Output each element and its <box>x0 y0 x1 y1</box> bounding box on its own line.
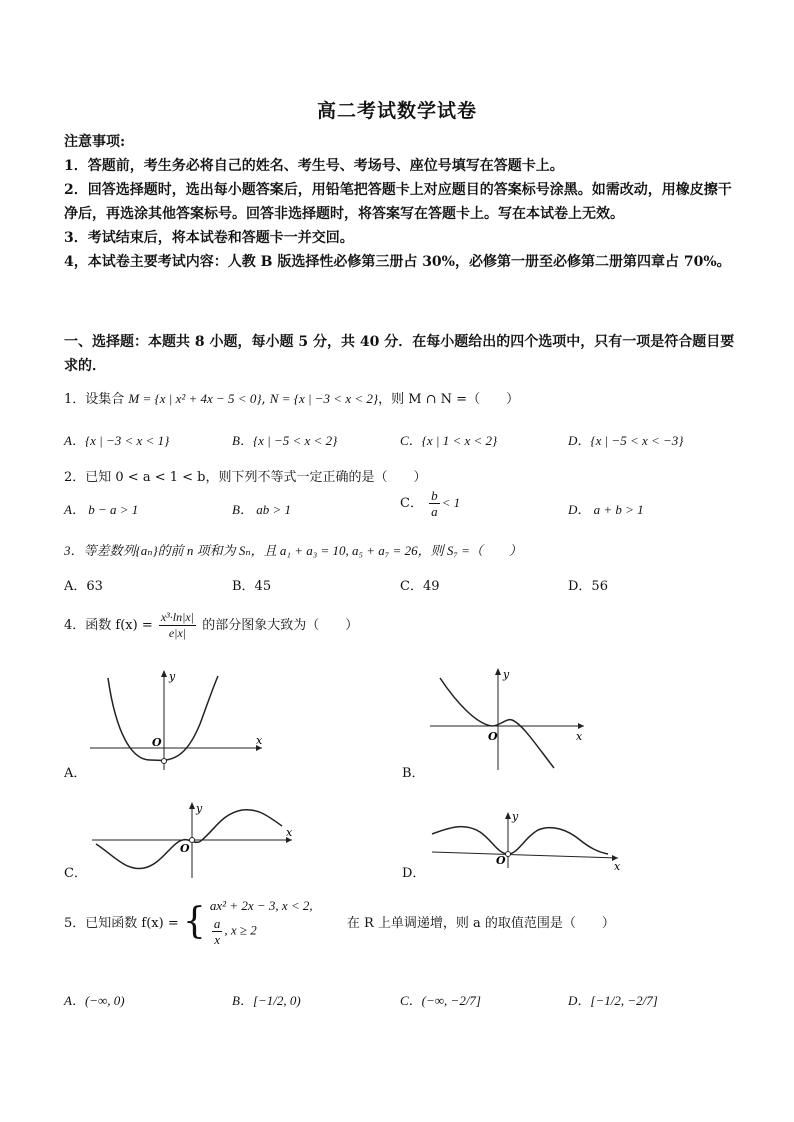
q5-prefix: 5．已知函数 f(x) = <box>64 916 179 931</box>
q2-option-c[interactable] <box>400 488 460 519</box>
q5-case-2-denominator: x <box>214 932 221 947</box>
q5-option-a[interactable]: A．(−∞, 0) <box>64 993 125 1008</box>
q5-piecewise <box>210 896 313 947</box>
q2-option-c-label: C． <box>400 496 423 511</box>
graph-d-label: D． <box>402 866 426 881</box>
graph-d[interactable] <box>428 808 624 870</box>
graph-c-label: C． <box>64 866 87 881</box>
q5-case-1: ax² + 2x − 3, x < 2, <box>209 898 313 913</box>
graph-b-origin-label: O <box>488 730 498 743</box>
question-3-stem <box>64 540 522 559</box>
graph-b-curve <box>440 678 554 768</box>
question-2-stem <box>64 466 427 485</box>
graph-b-x-label: x <box>576 730 583 743</box>
graph-d-x-axis <box>432 852 618 858</box>
graph-c[interactable] <box>88 796 298 882</box>
graph-c-curve <box>96 810 282 869</box>
graph-c-y-label: y <box>196 802 203 815</box>
notice-item-3: 3．考试结束后，将本试卷和答题卡一并交回。 <box>64 230 354 246</box>
q5-option-c-label: C． <box>400 993 422 1008</box>
q5-brace: { <box>182 901 206 942</box>
notice-item-1: 1．答题前，考生务必将自己的姓名、考生号、考场号、座位号填写在答题卡上。 <box>64 158 564 174</box>
graph-d-origin-label: O <box>496 854 506 867</box>
q1-option-a[interactable]: A．{x | −3 < x < 1} <box>64 433 170 448</box>
graph-a-y-arrow <box>161 670 167 677</box>
q2-c-denominator: a <box>431 504 438 519</box>
q3-option-a[interactable]: A．63 <box>64 579 103 594</box>
q2-option-a[interactable]: A． b − a > 1 <box>64 502 139 517</box>
q5-option-d[interactable] <box>568 990 658 1009</box>
graph-b-y-label: y <box>503 668 510 681</box>
q1-option-d[interactable]: D．{x | −5 < x < −3} <box>568 433 684 448</box>
graph-d-hole <box>506 852 511 857</box>
q5-case-2-numerator: a <box>213 916 221 931</box>
graph-d-y-arrow <box>505 812 511 819</box>
notice-block <box>64 130 744 274</box>
q5-option-c-text: (−∞, −2/7] <box>421 993 481 1008</box>
q5-suffix: 在 R 上单调递增，则 a 的取值范围是（ ） <box>346 916 615 931</box>
q5-option-b[interactable] <box>232 990 301 1009</box>
question-5-stem <box>64 896 744 947</box>
graph-d-curve <box>432 827 608 854</box>
graph-c-hole <box>190 838 195 843</box>
q5-option-b-text: [−1/2, 0) <box>252 993 301 1008</box>
q3-option-c[interactable]: C．49 <box>400 579 440 594</box>
q2-c-tail: < 1 <box>441 495 461 510</box>
section-heading-text: 一、选择题：本题共 8 小题，每小题 5 分，共 40 分．在每小题给出的四个选项中，只有一项是符合题目要求的． <box>64 334 735 374</box>
notice-item-2: 2．回答选择题时，选出每小题答案后，用铅笔把答题卡上对应题目的答案标号涂黑。如需改动，用橡皮擦干净后，再选涂其他答案标号。回答非选择题时，将答案写在答题卡上。写在本试卷上无效。 <box>64 182 732 222</box>
q3-option-b[interactable]: B．45 <box>232 579 272 594</box>
q1-prefix: 1．设集合 <box>64 392 125 407</box>
q2-option-b[interactable]: B． ab > 1 <box>232 502 291 517</box>
q5-option-d-text: [−1/2, −2/7] <box>590 993 658 1008</box>
graph-b[interactable] <box>426 662 590 774</box>
graph-b-y-arrow <box>495 668 501 675</box>
section-heading <box>64 330 744 378</box>
page-title: 高二考试数学试卷 <box>316 100 477 122</box>
notice-item-4: 4，本试卷主要考试内容：人教 B 版选择性必修第三册占 30%，必修第一册至必修第二册第四章占 70%。 <box>64 254 731 270</box>
graph-a-hole <box>162 759 167 764</box>
q4-denominator: e|x| <box>168 626 187 640</box>
graph-d-x-label: x <box>614 860 621 870</box>
q5-option-b-label: B． <box>232 993 253 1008</box>
q4-numerator: x³·ln|x| <box>160 610 195 624</box>
graph-c-x-label: x <box>286 826 293 839</box>
question-4-stem <box>64 610 358 641</box>
q2-stem-text: 2．已知 0 < a < 1 < b，则下列不等式一定正确的是（ ） <box>64 470 427 485</box>
graph-a-origin-label: O <box>152 736 162 749</box>
q1-set-m: M = {x | x² + 4x − 5 < 0} <box>128 391 262 406</box>
q1-option-b[interactable]: B．{x | −5 < x < 2} <box>232 433 338 448</box>
q1-option-c[interactable]: C．{x | 1 < x < 2} <box>400 433 498 448</box>
q5-option-d-label: D． <box>568 993 591 1008</box>
q5-case-2-tail: , x ≥ 2 <box>224 922 257 938</box>
graph-c-y-arrow <box>189 802 195 809</box>
graph-a-label: A． <box>64 766 87 781</box>
q5-option-c[interactable] <box>400 990 481 1009</box>
q1-suffix: ，则 M ∩ N =（ ） <box>378 392 520 407</box>
graph-b-x-arrow <box>578 723 584 729</box>
notice-heading: 注意事项: <box>64 134 126 150</box>
q1-set-n: N = {x | −3 < x < 2} <box>269 391 379 406</box>
q4-prefix: 4．函数 f(x) = <box>64 618 153 633</box>
q3-stem-text: 3．等差数列{aₙ}的前 n 项和为 Sₙ，且 a₁ + a₃ = 10, a₅ + a₇ = 26，则 S₇ =（ ） <box>64 543 522 558</box>
graph-d-y-label: y <box>512 810 519 823</box>
question-1-stem: 1．设集合 M = {x | x² + 4x − 5 < 0}, N = {x | −3 < x < 2}，则 M ∩ N =（ ） <box>64 391 520 407</box>
graph-a-y-label: y <box>169 670 176 683</box>
q4-suffix: 的部分图象大致为（ ） <box>202 618 359 633</box>
q2-option-d[interactable]: D． a + b > 1 <box>568 502 644 517</box>
graph-a-x-label: x <box>256 734 263 747</box>
graph-a[interactable] <box>86 664 268 774</box>
graph-b-label: B． <box>402 766 425 781</box>
q2-c-numerator: b <box>431 488 438 503</box>
q3-option-d[interactable]: D．56 <box>568 579 608 594</box>
graph-c-origin-label: O <box>180 842 190 855</box>
